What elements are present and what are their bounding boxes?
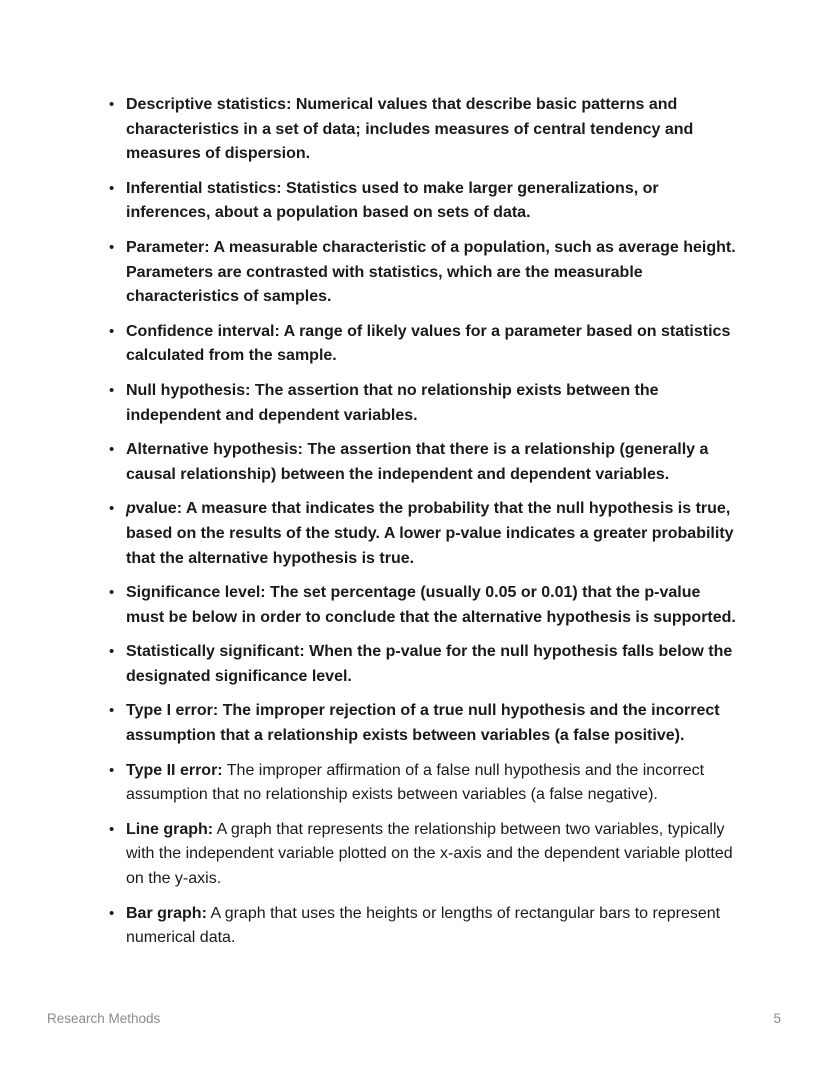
- text-segment: Null hypothesis: The assertion that no relationship exists between the independent and dependent variables.: [126, 381, 659, 424]
- text-segment: Statistically significant: When the p-value for the null hypothesis falls below the designated significance level.: [126, 643, 733, 685]
- text-segment: Inferential statistics: Statistics used to make larger generalizations, or inferences, about a population based on sets of data.: [126, 179, 659, 222]
- list-item: [108, 902, 738, 951]
- list-item: [108, 699, 738, 748]
- text-segment: Parameter: A measurable characteristic of a population, such as average height. Parameters are contrasted with statistics, which are the measurable characteristics of samples.: [126, 238, 736, 306]
- list-item: [108, 581, 738, 630]
- text-segment: p: [126, 500, 136, 518]
- page-number: 5: [773, 1011, 781, 1026]
- text-segment: The improper affirmation of a false null hypothesis and the incorrect assumption that no relationship exists between variables (a false negative).: [126, 761, 705, 804]
- list-item: [108, 236, 738, 310]
- list-item: [108, 759, 738, 808]
- text-segment: Type I error: The improper rejection of a true null hypothesis and the incorrect assumption that a relationship exists between variables (a false positive).: [126, 702, 720, 745]
- text-segment: Type II error:: [126, 761, 223, 779]
- list-item: [108, 177, 738, 226]
- list-item: [108, 320, 738, 369]
- text-segment: Significance level: The set percentage (usually 0.05 or 0.01) that the p-value must be below in order to conclude that the alternative hypothesis is supported.: [126, 584, 736, 626]
- text-segment: A graph that represents the relationship between two variables, typically with the independent variable plotted on the x-axis and the dependent variable plotted on the y-axis.: [126, 820, 733, 888]
- text-segment: A graph that uses the heights or lengths of rectangular bars to represent numerical data.: [126, 904, 721, 947]
- text-segment: Alternative hypothesis: The assertion that there is a relationship (generally a causal relationship) between the independent and dependent variables.: [126, 441, 709, 483]
- page-footer: [47, 1011, 781, 1027]
- text-segment: value: A measure that indicates the probability that the null hypothesis is true, based on the results of the study. A lower p-value indicates a greater probability that the alternative hypothesis is true.: [126, 500, 734, 567]
- list-item: [108, 93, 738, 167]
- text-segment: Line graph:: [126, 820, 214, 838]
- text-segment: Bar graph:: [126, 904, 207, 922]
- list-item: [108, 379, 738, 428]
- text-segment: Confidence interval: A range of likely values for a parameter based on statistics calculated from the sample.: [126, 322, 731, 365]
- footer-document-title: Research Methods: [47, 1011, 161, 1026]
- text-segment: Descriptive statistics: Numerical values that describe basic patterns and characteristics in a set of data; includes measures of central tendency and measures of dispersion.: [126, 96, 694, 163]
- list-item: [108, 818, 738, 892]
- list-item: [108, 438, 738, 487]
- definitions-list: [108, 93, 738, 961]
- list-item: [108, 497, 738, 571]
- list-item: [108, 640, 738, 689]
